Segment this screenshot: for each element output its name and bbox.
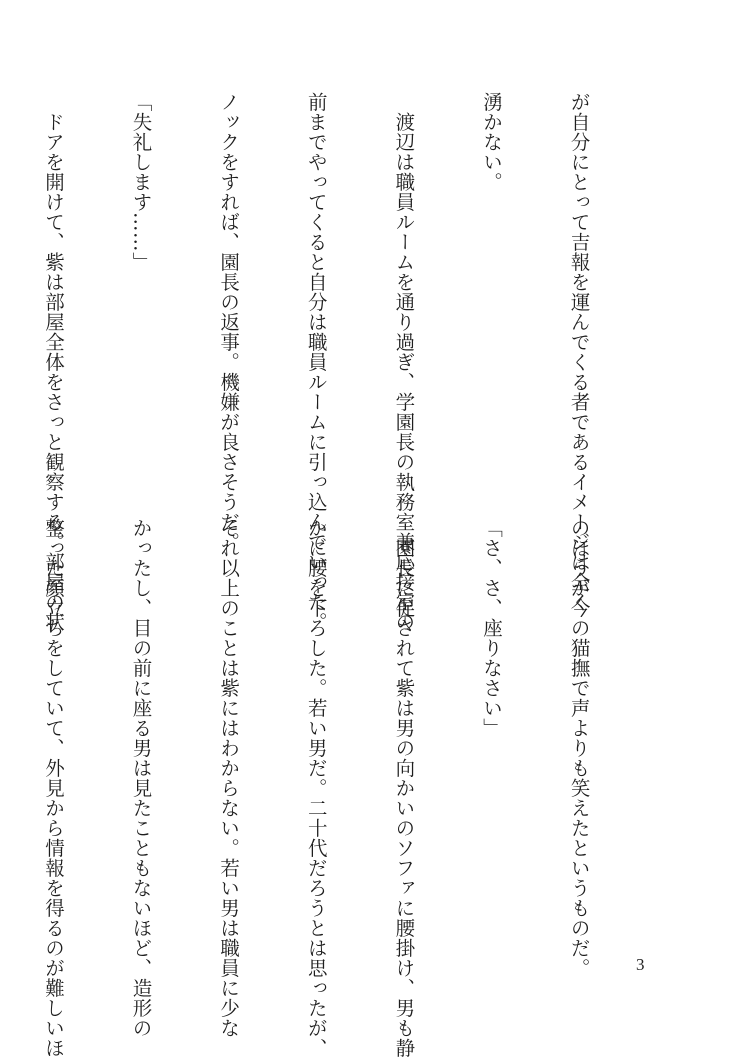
text-column: ドアを開けて、紫は部屋全体をさっと観察する。部屋の状: [41, 92, 65, 632]
text-column: 前までやってくると自分は職員ルームに引っ込んでいった。: [304, 92, 328, 632]
page-number: 3: [636, 955, 645, 974]
text-column: 湧かない。: [479, 92, 503, 192]
text-column: 「さ、さ、座りなさい」: [479, 518, 503, 738]
text-column: 園長に促されて紫は男の向かいのソファに腰掛け、男も静: [392, 518, 416, 1058]
text-column: 渡辺は職員ルームを通り過ぎ、学園長の執務室兼応接室の: [392, 92, 416, 632]
text-block-bottom: [0, 518, 652, 1058]
text-column: かに腰を下ろした。若い男だ。二十代だろうとは思ったが、: [304, 518, 328, 1058]
text-column: が自分にとって吉報を運んでくる者であるイメージは全く: [567, 92, 591, 612]
text-column: のほうが今の猫撫で声よりも笑えたというものだ。: [567, 518, 591, 978]
text-column: 「失礼します……」: [129, 92, 153, 272]
text-column: 整った顔立ちをしていて、外見から情報を得るのが難しいほ: [41, 518, 65, 1058]
text-column: ノックをすれば、園長の返事。機嫌が良さそうだ。: [217, 92, 241, 552]
text-column: かったし、目の前に座る男は見たこともないほど、造形の: [129, 518, 153, 1038]
text-column: それ以上のことは紫にはわからない。若い男は職員に少な: [217, 518, 241, 1038]
